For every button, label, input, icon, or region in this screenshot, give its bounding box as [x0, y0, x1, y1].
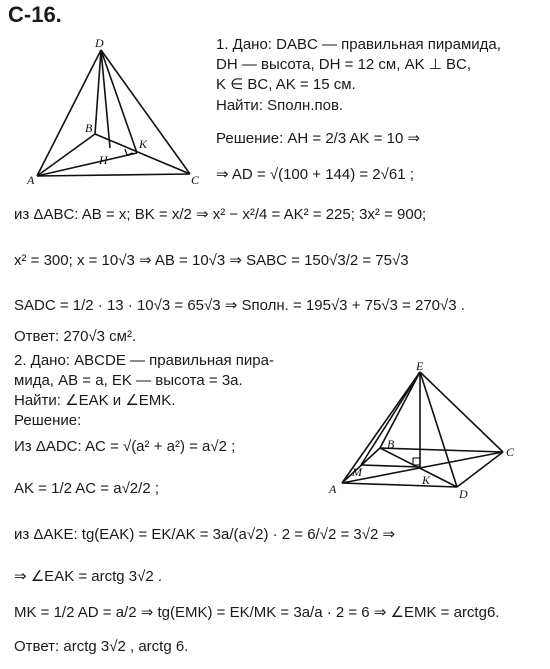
- p2-find: Найти: ∠EAK и ∠EMK.: [14, 392, 176, 409]
- segment-mk: [361, 465, 420, 467]
- p1-given-line-3: K ∈ BC, AK = 15 см.: [216, 76, 356, 93]
- label-a: A: [27, 173, 35, 186]
- p1-line-area-adc: SADC = 1/2 · 13 · 10√3 = 65√3 ⇒ Sполн. = 195√3 + 75√3 = 270√3 .: [14, 297, 465, 314]
- edge-ac: [37, 174, 190, 176]
- pyramid-figure-2: [325, 360, 525, 500]
- pyramid-figure-1: [25, 36, 215, 186]
- p2-line-mk: MK = 1/2 AD = a/2 ⇒ tg(EMK) = EK/MK = 3a/a · 2 = 6 ⇒ ∠EMK = arctg6.: [14, 604, 500, 621]
- edge-ad: [342, 483, 457, 487]
- edge-eb: [380, 372, 420, 448]
- p1-given-line-2: DH — высота, DH = 12 см, AK ⊥ BC,: [216, 56, 471, 73]
- label-b: B: [85, 121, 93, 135]
- p2-solution-label: Решение:: [14, 412, 82, 429]
- segment-em: [361, 372, 420, 465]
- right-angle-mark: [413, 458, 420, 465]
- p1-line-area-abc: x² = 300; x = 10√3 ⇒ AB = 10√3 ⇒ SABC = 150√3/2 = 75√3: [14, 252, 409, 269]
- p1-line-abc: из ΔABC: AB = x; BK = x/2 ⇒ x² − x²/4 = AK² = 225; 3x² = 900;: [14, 206, 427, 223]
- p2-answer: Ответ: arctg 3√2 , arctg 6.: [14, 638, 189, 655]
- label-m: M: [352, 465, 362, 479]
- p2-given-line-1: 2. Дано: ABCDE — правильная пира-: [14, 352, 274, 369]
- p2-line-angle-eak: ⇒ ∠EAK = arctg 3√2 .: [14, 568, 163, 585]
- label-k: K: [139, 137, 148, 151]
- label-a: A: [329, 482, 337, 496]
- edge-bc: [380, 448, 503, 452]
- p2-line-ak: AK = 1/2 AC = a√2/2 ;: [14, 480, 159, 497]
- edge-dc: [457, 452, 503, 487]
- p1-given-line-1: 1. Дано: DABC — правильная пирамида,: [216, 36, 501, 53]
- label-k: K: [422, 473, 431, 487]
- p1-line-ad: ⇒ AD = √(100 + 144) = 2√61 ;: [216, 166, 414, 183]
- section-title: С-16.: [8, 2, 62, 27]
- p1-answer: Ответ: 270√3 см².: [14, 328, 137, 345]
- label-d: D: [459, 487, 468, 500]
- label-c: C: [506, 445, 515, 459]
- label-b: B: [387, 437, 395, 451]
- label-h: H: [99, 153, 108, 167]
- p2-given-line-2: мида, AB = a, EK — высота = 3a.: [14, 372, 243, 389]
- label-c: C: [191, 173, 200, 186]
- p2-line-tg-eak: из ΔAKE: tg(EAK) = EK/AK = 3a/(a√2) · 2 = 6/√2 = 3√2 ⇒: [14, 526, 396, 543]
- label-e: E: [416, 360, 424, 373]
- label-d: D: [95, 36, 104, 50]
- edge-db: [95, 50, 101, 134]
- p1-solution-start: Решение: AH = 2/3 AK = 10 ⇒: [216, 130, 421, 147]
- p1-find: Найти: Sполн.пов.: [216, 97, 344, 114]
- edge-da: [37, 50, 101, 176]
- p2-line-ac: Из ΔADC: AC = √(a² + a²) = a√2 ;: [14, 438, 236, 455]
